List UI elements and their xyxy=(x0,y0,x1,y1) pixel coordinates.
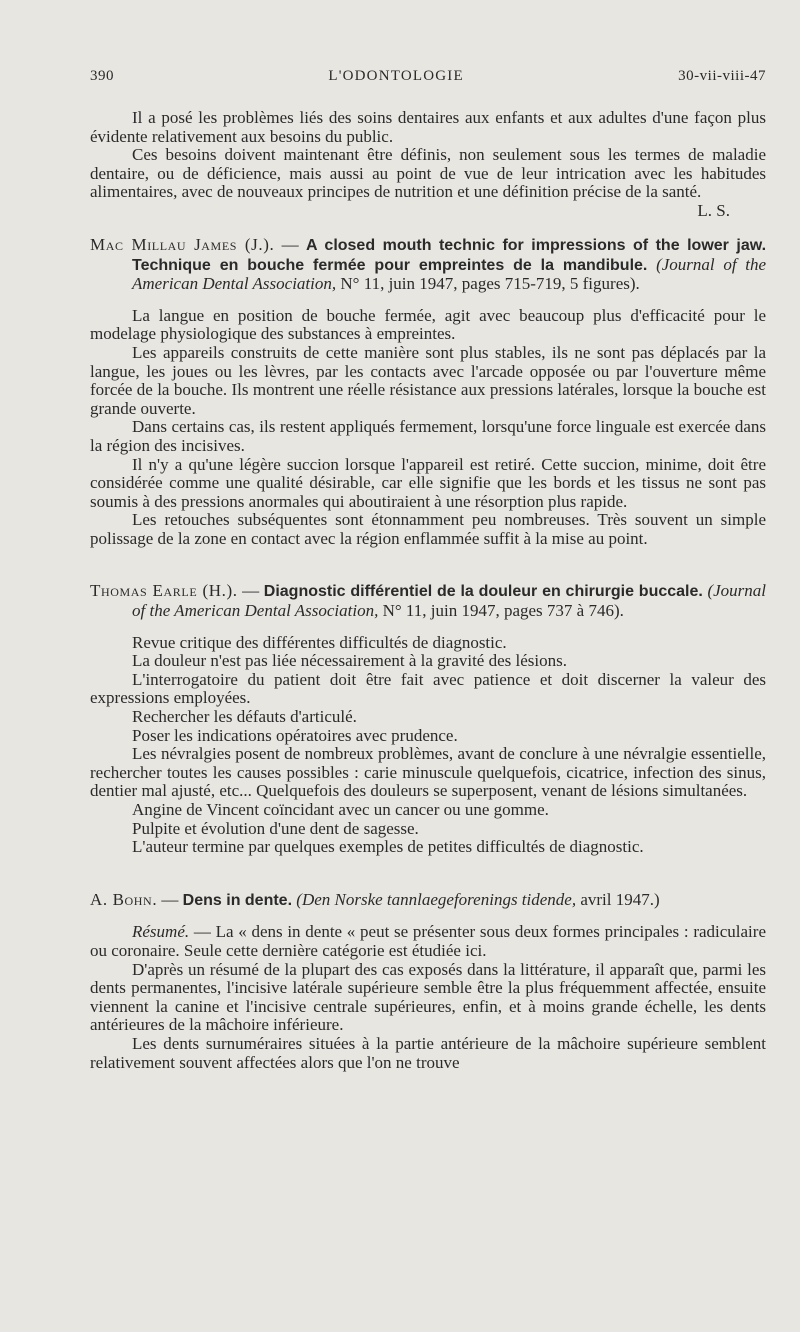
page-number: 390 xyxy=(90,68,114,84)
author-name: A. Bohn. xyxy=(90,889,158,909)
abstract-paragraph: La douleur n'est pas liée nécessairement à la gravité des lésions. xyxy=(132,651,567,671)
abstract-paragraph: D'après un résumé de la plupart des cas exposés dans la littérature, il apparaît que, parmi les dents permanentes, l'incisive latérale supérieure semble être la plus fréquemment affectée, ensuite viennent la canine et l'incisive centrale supérieures, enfin, et à moins grande échelle, les dents antérieures de la mâchoire inférieure. xyxy=(90,959,766,1035)
abstract-paragraph: Les névralgies posent de nombreux problèmes, avant de conclure à une névralgie essentielle, rechercher toutes les causes possibles : carie minuscule quelquefois, cicatrice, infection des sinus, dentier mal ajusté, etc... Quelquefois des douleurs se superposent, venant de lésions simultanées. xyxy=(90,744,766,801)
review-entry-macmillau xyxy=(90,236,766,549)
source-details: avril 1947.) xyxy=(580,889,660,909)
bibliographic-reference xyxy=(90,582,766,620)
source-journal: (Den Norske tannlaegeforenings tidende, xyxy=(296,889,577,909)
abstract-paragraph: Les retouches subséquentes sont étonnamment peu nombreuses. Très souvent un simple polissage de la zone en contact avec la région enflammée suffit à la mise au point. xyxy=(90,510,766,548)
dash: — xyxy=(157,889,183,909)
intro-paragraph xyxy=(90,145,766,220)
bibliographic-reference xyxy=(90,891,766,911)
dash: — xyxy=(237,581,264,601)
abstract-paragraph: Les dents surnuméraires situées à la partie antérieure de la mâchoire supérieure semblent relativement souvent affectées alors que l'on ne trouve xyxy=(90,1033,766,1072)
source-journal: (Journal of the American Dental Association, xyxy=(132,581,766,621)
intro-section xyxy=(90,108,766,220)
article-title: Dens in dente. xyxy=(182,891,293,909)
intro-text: Ces besoins doivent maintenant être définis, non seulement sous les termes de maladie dentaire, ou de déficience, mais aussi au point de vue de leur intrication avec les habitudes alimentaires, avec de nouveaux principes de nutrition et une définition précise de la santé. xyxy=(90,145,766,202)
abstract-paragraph: Angine de Vincent coïncidant avec un cancer ou une gomme. xyxy=(132,800,549,819)
resume-label: Résumé. xyxy=(132,922,190,942)
bibliographic-reference xyxy=(90,236,766,294)
source-details: N° 11, juin 1947, pages 715-719, 5 figures). xyxy=(340,274,640,294)
review-entry-thomas xyxy=(90,582,766,856)
author-name: Thomas Earle (H.). xyxy=(90,581,238,601)
abstract xyxy=(90,307,766,549)
abstract-paragraph: Dans certains cas, ils restent appliqués fermement, lorsqu'une force linguale est exercée dans la région des incisives. xyxy=(90,417,766,455)
article-title-fr: Technique en bouche fermée pour empreintes de la mandibule. xyxy=(132,256,648,274)
intro-paragraph: Il a posé les problèmes liés des soins dentaires aux enfants et aux adultes d'une façon plus évidente relativement aux besoins du public. xyxy=(90,108,766,146)
article-title: Diagnostic différentiel de la douleur en chirurgie buccale. xyxy=(263,583,703,601)
abstract-paragraph: Pulpite et évolution d'une dent de sagesse. xyxy=(132,818,419,838)
abstract xyxy=(90,923,766,1072)
reviewer-signature: L. S. xyxy=(697,200,730,220)
journal-title: L'ODONTOLOGIE xyxy=(328,68,464,84)
abstract-paragraph: Il n'y a qu'une légère succion lorsque l'appareil est retiré. Cette succion, minime, doit être considérée comme une qualité désirable, car elle signifie que les bords et les tissus ne sont pas soumis à des pressions anormales qui aboutiraient à une résorption plus rapide. xyxy=(90,454,766,511)
author-name: Mac Millau James (J.). xyxy=(90,234,275,254)
source-details: N° 11, juin 1947, pages 737 à 746). xyxy=(382,601,624,621)
running-header xyxy=(90,68,766,85)
abstract-paragraph: Les appareils construits de cette manière sont plus stables, ils ne sont pas déplacés par la langue, les joues ou les lèvres, par les contacts avec l'arcade opposée ou par l'ouverture même forcée de la bouche. Ils montrent une réelle résistance aux pressions latérales, lorsque la bouche est grande ouverte. xyxy=(90,342,766,418)
abstract-paragraph: Rechercher les défauts d'articulé. xyxy=(132,707,357,727)
dash: — xyxy=(274,234,306,254)
abstract-paragraph: La langue en position de bouche fermée, agit avec beaucoup plus d'efficacité pour le modelage physiologique des substances à empreintes. xyxy=(90,305,766,344)
article-title-en: A closed mouth technic for impressions of the lower jaw. xyxy=(305,236,767,254)
abstract-paragraph: L'auteur termine par quelques exemples de petites difficultés de diagnostic. xyxy=(132,837,644,857)
abstract-paragraph: Poser les indications opératoires avec prudence. xyxy=(132,725,458,745)
abstract xyxy=(90,634,766,857)
resume-paragraph xyxy=(90,923,766,960)
resume-text: — La « dens in dente « peut se présenter sous deux formes principales : radiculaire ou coronaire. Seule cette dernière catégorie est étudiée ici. xyxy=(90,922,766,960)
abstract-paragraph: L'interrogatoire du patient doit être fait avec patience et doit discerner la valeur des expressions employées. xyxy=(90,669,766,708)
issue-date: 30-vii-viii-47 xyxy=(678,68,766,84)
abstract-paragraph: Revue critique des différentes difficultés de diagnostic. xyxy=(132,632,507,652)
source-journal: (Journal of the American Dental Association, xyxy=(132,254,767,294)
review-entry-bohn xyxy=(90,891,766,1072)
